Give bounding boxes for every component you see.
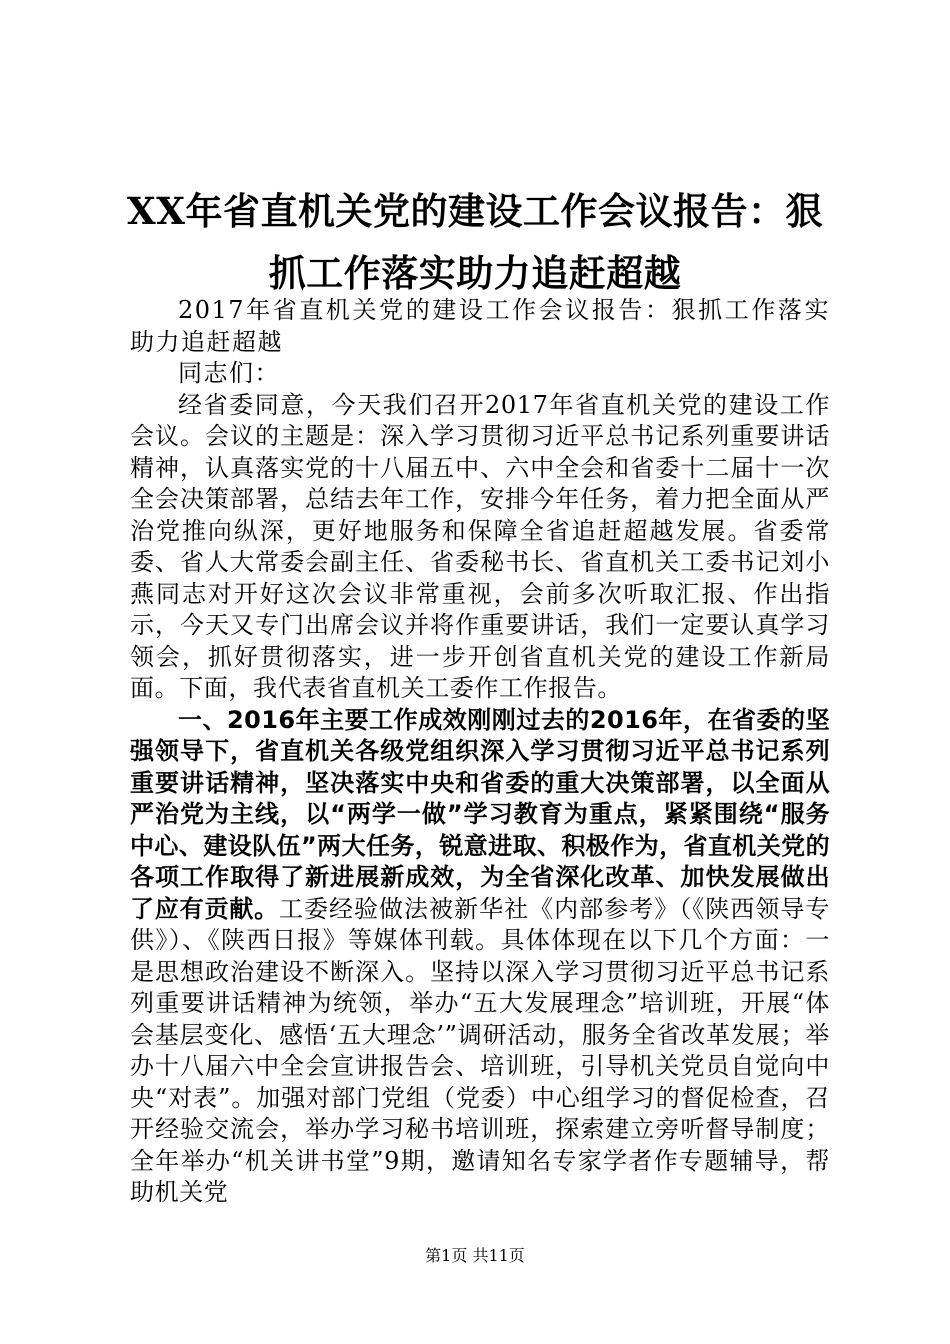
intro-paragraph: 经省委同意，今天我们召开2017年省直机关党的建设工作会议。会议的主题是：深入学习贯彻习近平总书记系列重要讲话精神，认真落实党的十八届五中、六中全会和省委十二届十一次全会决策部署，总结去年工作，安排今年任务，着力把全面从严治党推向纵深，更好地服务和保障全省追赶超越发展。省委常委、省人大常委会副主任、省委秘书长、省直机关工委书记刘小燕同志对开好这次会议非常重视，会前多次听取汇报、作出指示，今天又专门出席会议并将作重要讲话，我们一定要认真学习领会，抓好贯彻落实，进一步开创省直机关党的建设工作新局面。下面，我代表省直机关工委作工作报告。 (130, 390, 830, 702)
section-one-heading: 一、2016年主要工作成效刚刚过去的2016年，在省委的坚强领导下，省直机关各级党组织深入学习贯彻习近平总书记系列重要讲话精神，坚决落实中央和省委的重大决策部署，以全面从严治党为主线，以“两学一做”学习教育为重点，紧紧围绕“服务中心、建设队伍”两大任务，锐意进取、积极作为，省直机关党的各项工作取得了新进展新成效，为全省深化改革、加快发展做出了应有贡献。 (130, 705, 830, 923)
document-title: XX年省直机关党的建设工作会议报告：狠抓工作落实助力追赶超越 (127, 189, 823, 295)
subtitle-paragraph: 2017年省直机关党的建设工作会议报告：狠抓工作落实助力追赶超越 (130, 296, 830, 356)
section-one-paragraph (130, 705, 830, 1209)
document-body (130, 295, 830, 1209)
section-one-text: 工委经验做法被新华社《内部参考》（《陕西领导专供》）、《陕西日报》等媒体刊载。具体体现在以下几个方面：一是思想政治建设不断深入。坚持以深入学习贯彻习近平总书记系列重要讲话精神为统领，举办“五大发展理念”培训班，开展“体会基层变化、感悟‘五大理念’”调研活动，服务全省改革发展；举办十八届六中全会宣讲报告会、培训班，引导机关党员自觉向中央“对表”。加强对部门党组（党委）中心组学习的督促检查，召开经验交流会，举办学习秘书培训班，探索建立旁听督导制度；全年举办“机关讲书堂”9期，邀请知名专家学者作专题辅导，帮助机关党 (130, 894, 830, 1206)
page-number: 第1页 共11页 (425, 1246, 525, 1265)
salutation-paragraph: 同志们： (178, 359, 280, 387)
